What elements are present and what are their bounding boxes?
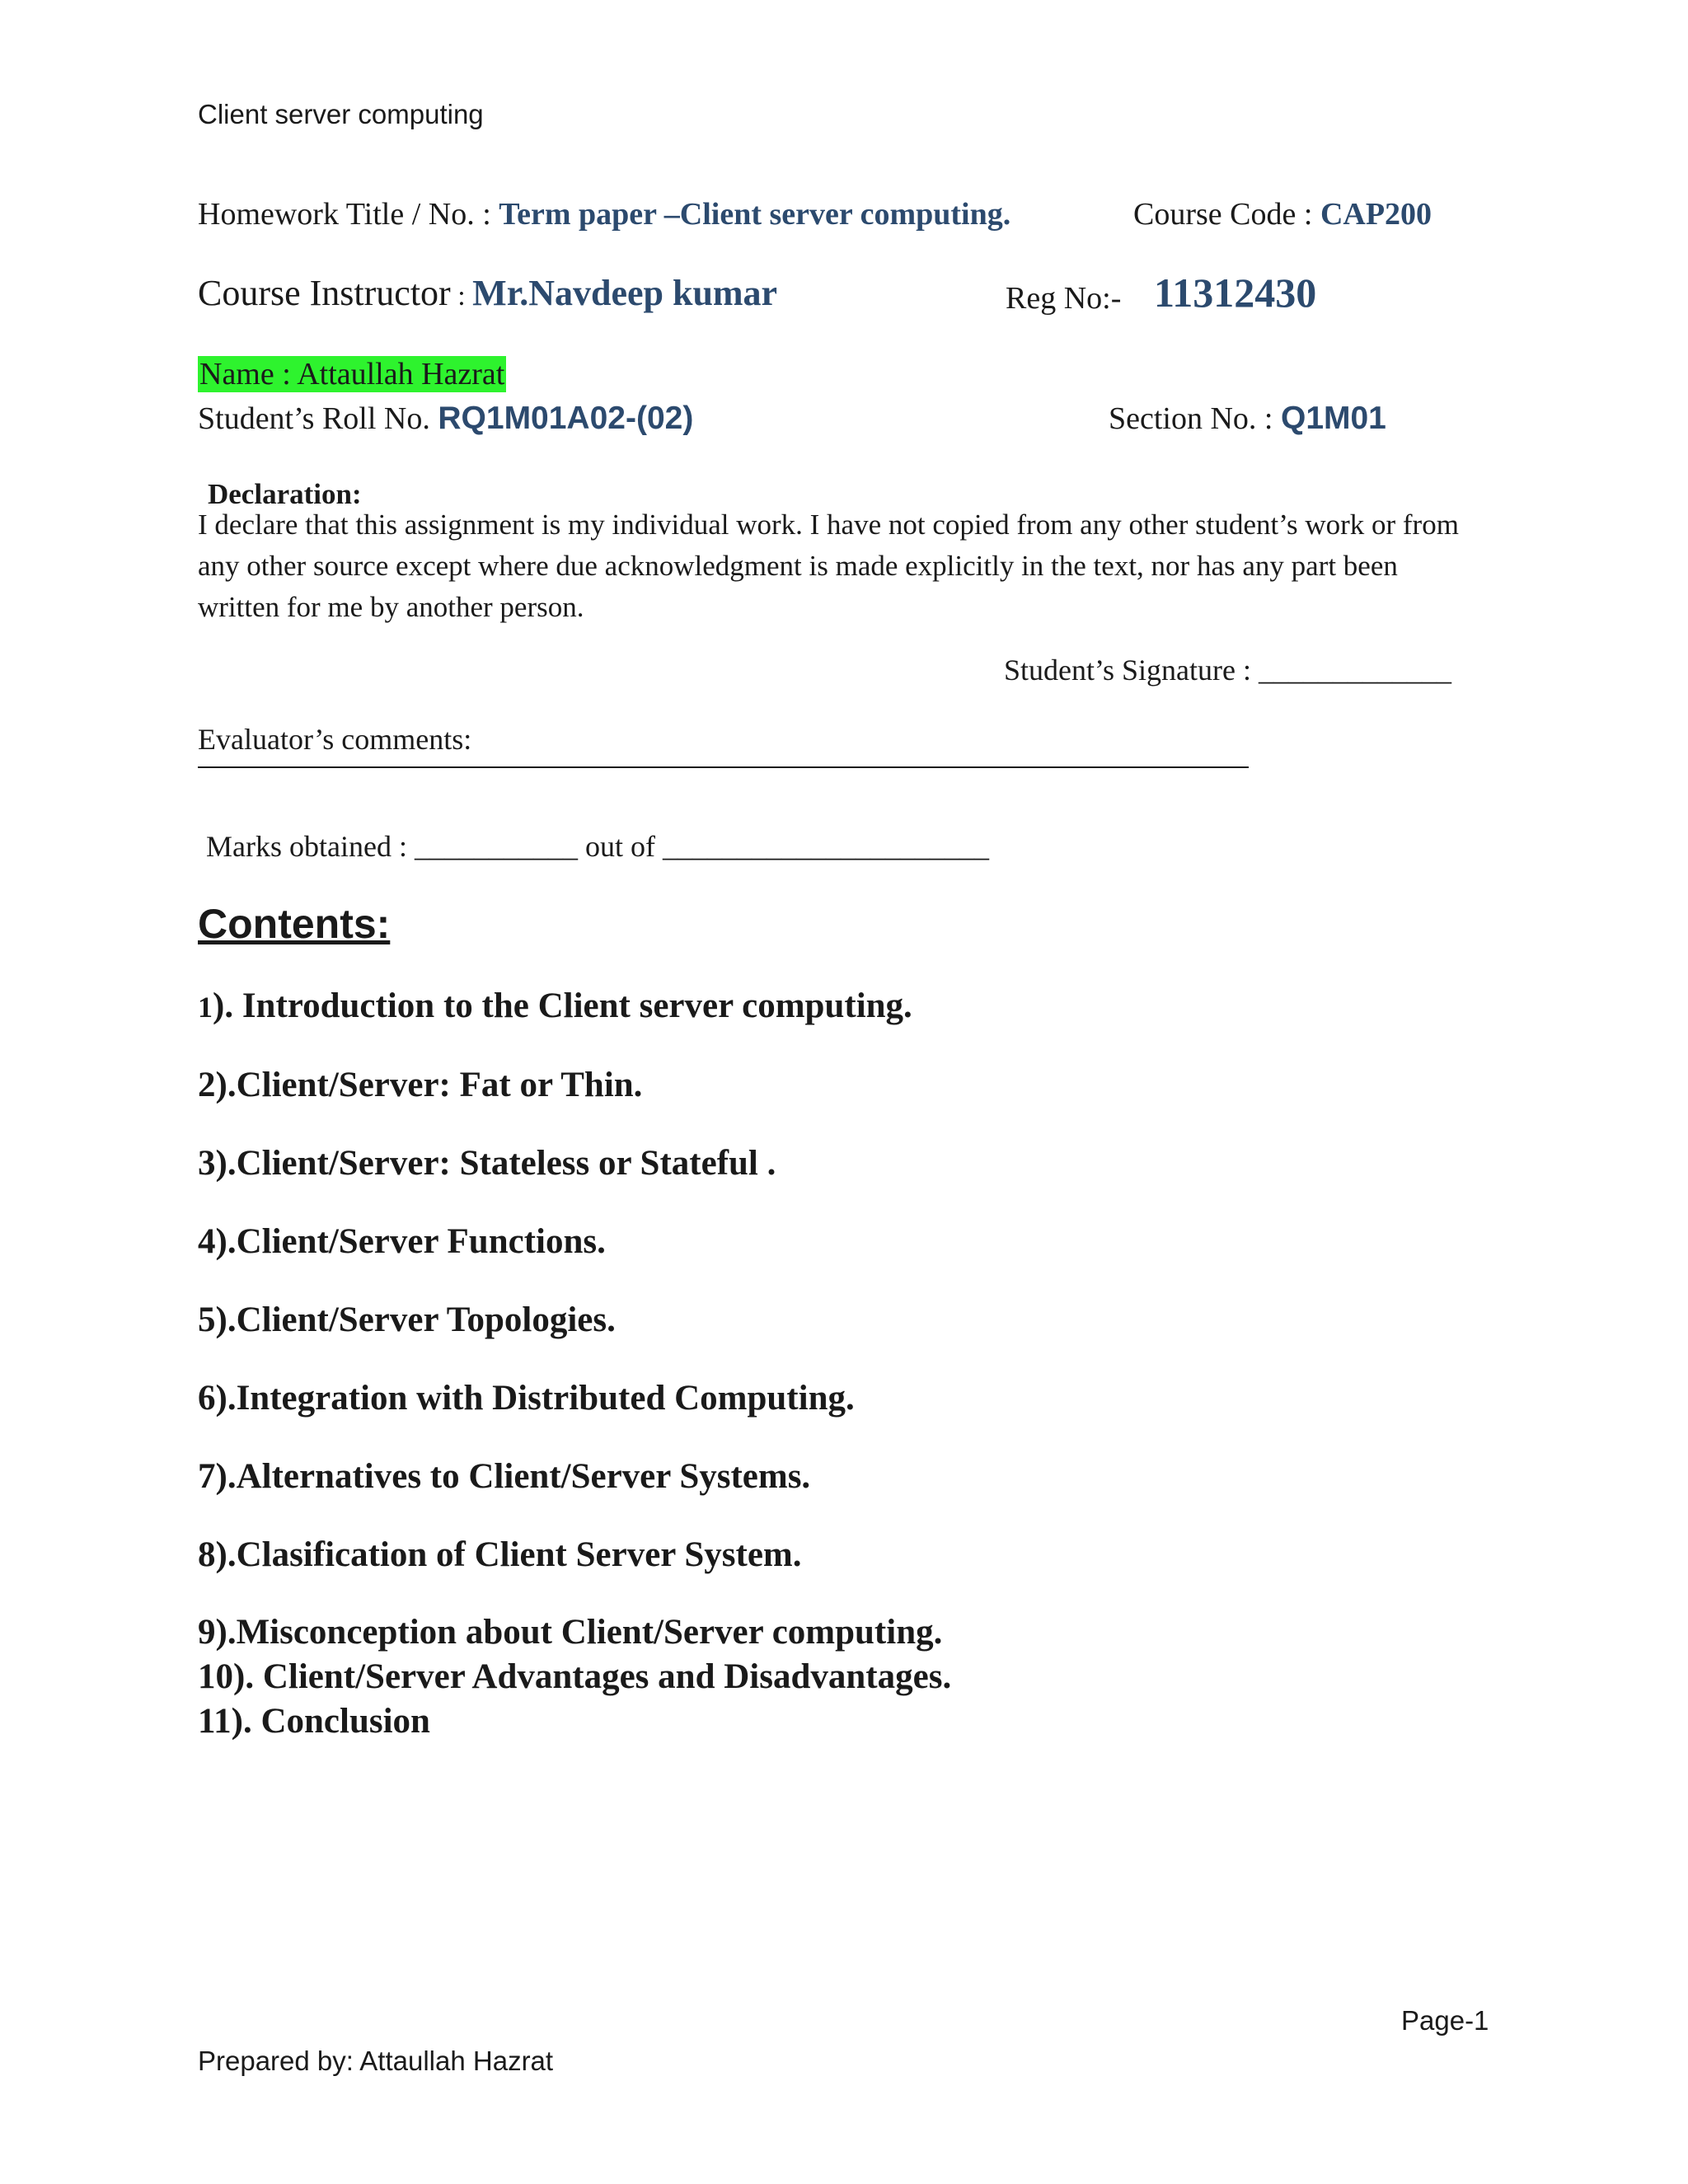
- contents-heading: Contents:: [198, 901, 391, 947]
- reg-no-label: Reg No:-: [1006, 281, 1122, 316]
- course-instructor-line: [198, 272, 777, 314]
- homework-title-label: Homework Title / No. :: [198, 197, 499, 232]
- toc-item: 5).Client/Server Topologies.: [198, 1301, 616, 1339]
- homework-title-value: Term paper –Client server computing.: [499, 197, 1011, 232]
- toc-item: 3).Client/Server: Stateless or Stateful .: [198, 1144, 776, 1183]
- instructor-separator: :: [450, 281, 473, 312]
- reg-no-value: 11312430: [1154, 269, 1317, 316]
- instructor-label: Course Instructor: [198, 273, 451, 313]
- toc-item: 9).Misconception about Client/Server computing.: [198, 1613, 943, 1652]
- evaluator-comments-line: [198, 766, 1249, 768]
- running-header: Client server computing: [198, 99, 484, 129]
- page-number: Page-1: [1401, 2005, 1489, 2036]
- marks-obtained-line: Marks obtained : ___________ out of ______________________: [206, 830, 989, 863]
- toc-item: 2).Client/Server: Fat or Thin.: [198, 1066, 643, 1104]
- toc-item: 7).Alternatives to Client/Server Systems.: [198, 1457, 811, 1496]
- section-no-value: Q1M01: [1280, 401, 1386, 436]
- evaluator-comments-label: Evaluator’s comments:: [198, 723, 472, 756]
- toc-item-text: ). Introduction to the Client server computing.: [213, 987, 912, 1025]
- section-no-line: [1109, 401, 1386, 437]
- toc-item: 10). Client/Server Advantages and Disadvantages.: [198, 1657, 952, 1696]
- section-no-label: Section No. :: [1109, 401, 1281, 436]
- declaration-body: I declare that this assignment is my individual work. I have not copied from any other student’s work or from any other source except where due acknowledgment is made explicitly in the text, nor has any part been written for me by another person.: [198, 509, 1459, 623]
- roll-no-line: [198, 401, 693, 437]
- declaration-title: Declaration:: [208, 478, 362, 510]
- toc-item: 4).Client/Server Functions.: [198, 1222, 606, 1261]
- instructor-value: Mr.Navdeep kumar: [472, 273, 778, 313]
- student-name-highlighted: Name : Attaullah Hazrat: [199, 357, 505, 391]
- course-code-value: CAP200: [1320, 197, 1432, 232]
- toc-item: 8).Clasification of Client Server System.: [198, 1535, 802, 1574]
- course-code-label: Course Code :: [1133, 197, 1320, 232]
- toc-item: 6).Integration with Distributed Computing.: [198, 1379, 855, 1418]
- student-signature-line: Student’s Signature : _____________: [1004, 654, 1451, 687]
- prepared-by-footer: Prepared by: Attaullah Hazrat: [198, 2046, 554, 2076]
- roll-no-value: RQ1M01A02-(02): [438, 401, 694, 436]
- toc-item: 11). Conclusion: [198, 1702, 430, 1741]
- homework-title-line: [198, 196, 1010, 232]
- course-code-line: [1133, 196, 1432, 232]
- roll-no-label: Student’s Roll No.: [198, 401, 438, 436]
- toc-item: 1). Introduction to the Client server computing.: [198, 987, 912, 1025]
